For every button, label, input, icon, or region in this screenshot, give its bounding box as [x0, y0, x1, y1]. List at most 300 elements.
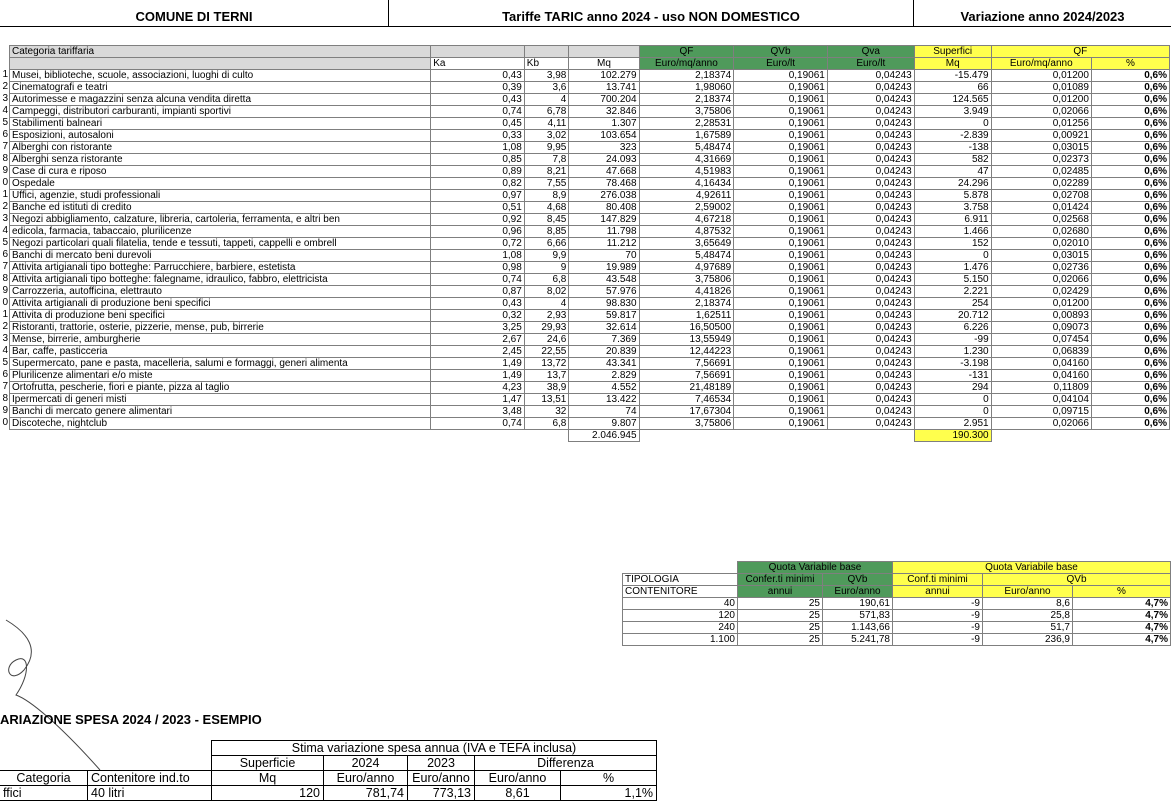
- table-row: [10, 178, 1170, 190]
- pct-cell: 0,6%: [1091, 154, 1169, 166]
- qva-cell: 0,04243: [827, 238, 914, 250]
- row-number: 2: [2, 81, 8, 92]
- qvb-cell: 0,19061: [734, 334, 828, 346]
- qva-cell: 0,04243: [827, 142, 914, 154]
- qf2-header: QF: [991, 46, 1169, 58]
- qf-cell: 4,31669: [639, 154, 734, 166]
- mq-cell: 7.369: [569, 334, 639, 346]
- kb-cell: 6,66: [524, 238, 569, 250]
- ka-cell: 0,43: [431, 70, 525, 82]
- category-cell: Banchi di mercato beni durevoli: [10, 250, 431, 262]
- qvb-cell: 0,19061: [734, 238, 828, 250]
- qvb-header: QVb: [734, 46, 828, 58]
- table-row: [10, 394, 1170, 406]
- comune-title: COMUNE DI TERNI: [135, 9, 253, 24]
- mq-cell: 74: [569, 406, 639, 418]
- qf2-cell: 0,01424: [991, 202, 1091, 214]
- table-row: [10, 214, 1170, 226]
- table-row: [10, 358, 1170, 370]
- qf-cell: 4,51983: [639, 166, 734, 178]
- qf2-cell: 0,03015: [991, 142, 1091, 154]
- mq-cell: 1.307: [569, 118, 639, 130]
- qvb-cell: 0,19061: [734, 130, 828, 142]
- qf-cell: 2,18374: [639, 94, 734, 106]
- category-cell: Attivita artigianali tipo botteghe: falegname, idraulico, fabbro, elettricista: [10, 274, 431, 286]
- pct-cell: 0,6%: [1091, 406, 1169, 418]
- ka-cell: 0,45: [431, 118, 525, 130]
- qva-cell: 0,04243: [827, 418, 914, 430]
- row-number: 6: [2, 129, 8, 140]
- mq-cell: 11.798: [569, 226, 639, 238]
- example-table: [0, 740, 657, 801]
- qf-cell: 2,18374: [639, 298, 734, 310]
- example-categoria: ffici: [0, 786, 88, 801]
- kb-cell: 4,68: [524, 202, 569, 214]
- kb-cell: 4: [524, 94, 569, 106]
- kb-cell: 29,93: [524, 322, 569, 334]
- superfici-cell: 5.878: [914, 190, 991, 202]
- superfici-cell: 152: [914, 238, 991, 250]
- qf2-unit: Euro/mq/anno: [991, 58, 1091, 70]
- superfici-cell: 66: [914, 82, 991, 94]
- superfici-cell: 6.226: [914, 322, 991, 334]
- mq-cell: 98.830: [569, 298, 639, 310]
- table-row: [10, 310, 1170, 322]
- qva-cell: 0,04243: [827, 190, 914, 202]
- pct-cell: 0,6%: [1091, 226, 1169, 238]
- qvb-cell: 0,19061: [734, 358, 828, 370]
- superfici-cell: 582: [914, 154, 991, 166]
- category-cell: Negozi abbigliamento, calzature, libreria, cartoleria, ferramenta, e altri ben: [10, 214, 431, 226]
- pct-cell: 0,6%: [1091, 106, 1169, 118]
- category-cell: Ipermercati di generi misti: [10, 394, 431, 406]
- mq-cell: 43.341: [569, 358, 639, 370]
- pct-cell: 0,6%: [1091, 202, 1169, 214]
- qf-cell: 3,75806: [639, 418, 734, 430]
- qvb-cell: 0,19061: [734, 94, 828, 106]
- qf-cell: 16,50500: [639, 322, 734, 334]
- qvb-cell: 5.241,78: [823, 634, 893, 646]
- qvb-cell: 0,19061: [734, 106, 828, 118]
- superfici-cell: -3.198: [914, 358, 991, 370]
- superfici-header: Superfici: [914, 46, 991, 58]
- table-row: [10, 70, 1170, 82]
- qva-cell: 0,04243: [827, 226, 914, 238]
- kb-cell: 3,6: [524, 82, 569, 94]
- category-cell: Discoteche, nightclub: [10, 418, 431, 430]
- ka-cell: 0,89: [431, 166, 525, 178]
- pct-cell: 0,6%: [1091, 382, 1169, 394]
- kb-cell: 24,6: [524, 334, 569, 346]
- mq-cell: 700.204: [569, 94, 639, 106]
- kb-cell: 38,9: [524, 382, 569, 394]
- pct-diff-header: %: [561, 771, 657, 786]
- qvb2-label: QVb: [983, 574, 1171, 586]
- mq-cell: 4.552: [569, 382, 639, 394]
- ka-cell: 0,92: [431, 214, 525, 226]
- mq-cell: 20.839: [569, 346, 639, 358]
- qvb-cell: 0,19061: [734, 190, 828, 202]
- example-2023: 773,13: [408, 786, 475, 801]
- table-row: [10, 370, 1170, 382]
- ka-cell: 0,97: [431, 190, 525, 202]
- pct-cell: 0,6%: [1091, 370, 1169, 382]
- category-cell: Alberghi senza ristorante: [10, 154, 431, 166]
- qva-unit: Euro/lt: [827, 58, 914, 70]
- row-number: 4: [2, 105, 8, 116]
- qf-cell: 3,75806: [639, 106, 734, 118]
- qf2-cell: 0,02485: [991, 166, 1091, 178]
- conf2-cell: -9: [893, 598, 983, 610]
- qf-cell: 5,48474: [639, 142, 734, 154]
- pct-cell: 0,6%: [1091, 322, 1169, 334]
- mq-cell: 59.817: [569, 310, 639, 322]
- row-number: 1: [2, 189, 8, 200]
- qf-cell: 7,56691: [639, 370, 734, 382]
- qvb-cell: 0,19061: [734, 346, 828, 358]
- superfici-cell: 3.949: [914, 106, 991, 118]
- mq-cell: 11.212: [569, 238, 639, 250]
- row-number: 9: [2, 285, 8, 296]
- pct-cell: 0,6%: [1091, 250, 1169, 262]
- euro-anno-2024-header: Euro/anno: [324, 771, 408, 786]
- ka-header: Ka: [431, 58, 525, 70]
- pct-cell: 0,6%: [1091, 178, 1169, 190]
- table-row: [10, 262, 1170, 274]
- ka-cell: 1,08: [431, 250, 525, 262]
- pct-cell: 0,6%: [1091, 82, 1169, 94]
- ka-cell: 0,98: [431, 262, 525, 274]
- category-cell: Attivita artigianali di produzione beni specifici: [10, 298, 431, 310]
- qf-cell: 12,44223: [639, 346, 734, 358]
- kb-cell: 22,55: [524, 346, 569, 358]
- kb-cell: 7,55: [524, 178, 569, 190]
- y2023-header: 2023: [408, 756, 475, 771]
- category-cell: Ristoranti, trattorie, osterie, pizzerie, mense, pub, birrerie: [10, 322, 431, 334]
- ka-cell: 0,32: [431, 310, 525, 322]
- mq-cell: 102.279: [569, 70, 639, 82]
- example-title: ARIAZIONE SPESA 2024 / 2023 - ESEMPIO: [0, 712, 262, 727]
- superfici-cell: -138: [914, 142, 991, 154]
- superfici-cell: 124.565: [914, 94, 991, 106]
- pct-cell: 0,6%: [1091, 142, 1169, 154]
- kb-cell: 13,7: [524, 370, 569, 382]
- pct-cell: 0,6%: [1091, 262, 1169, 274]
- row-number: 7: [2, 141, 8, 152]
- euro-anno-2023-header: Euro/anno: [408, 771, 475, 786]
- mq-cell: 57.976: [569, 286, 639, 298]
- pct-cell: 4,7%: [1073, 634, 1171, 646]
- row-number: 9: [2, 405, 8, 416]
- pct-cell: 0,6%: [1091, 298, 1169, 310]
- table-row: [623, 610, 1171, 622]
- table-row: [10, 94, 1170, 106]
- superfici-cell: -99: [914, 334, 991, 346]
- qf2-cell: 0,11809: [991, 382, 1091, 394]
- row-number: 8: [2, 273, 8, 284]
- table-row: [10, 238, 1170, 250]
- category-cell: Banche ed istituti di credito: [10, 202, 431, 214]
- table-row: [623, 622, 1171, 634]
- row-number: 4: [2, 345, 8, 356]
- ka-cell: 1,47: [431, 394, 525, 406]
- ka-cell: 0,43: [431, 94, 525, 106]
- qf2-cell: 0,02736: [991, 262, 1091, 274]
- table-row: [10, 382, 1170, 394]
- qf-cell: 2,18374: [639, 70, 734, 82]
- confer-cell: 25: [738, 610, 823, 622]
- mq-cell: 32.614: [569, 322, 639, 334]
- pct-cell: 0,6%: [1091, 274, 1169, 286]
- category-cell: Bar, caffe, pasticceria: [10, 346, 431, 358]
- qva-cell: 0,04243: [827, 370, 914, 382]
- qf-cell: 4,41826: [639, 286, 734, 298]
- table-row: [10, 82, 1170, 94]
- qvb-cell: 571,83: [823, 610, 893, 622]
- kb-cell: 6,78: [524, 106, 569, 118]
- qv-base-header-2: Quota Variabile base: [893, 562, 1171, 574]
- pct-label: %: [1073, 586, 1171, 598]
- superfici-cell: 2.951: [914, 418, 991, 430]
- qvb-cell: 0,19061: [734, 322, 828, 334]
- qva-cell: 0,04243: [827, 406, 914, 418]
- row-number: 3: [2, 213, 8, 224]
- kb-cell: 4: [524, 298, 569, 310]
- ka-cell: 2,45: [431, 346, 525, 358]
- mq-cell: 323: [569, 142, 639, 154]
- mq-cell: 147.829: [569, 214, 639, 226]
- qf-cell: 1,98060: [639, 82, 734, 94]
- qvb-cell: 0,19061: [734, 274, 828, 286]
- table-row: [10, 274, 1170, 286]
- qvb-unit: Euro/lt: [734, 58, 828, 70]
- kb-cell: 9: [524, 262, 569, 274]
- table-row: [10, 130, 1170, 142]
- superfici-cell: 1.230: [914, 346, 991, 358]
- categoria-header: Categoria: [0, 771, 88, 786]
- conf2-cell: -9: [893, 622, 983, 634]
- qf2-cell: 0,00893: [991, 310, 1091, 322]
- ka-cell: 0,39: [431, 82, 525, 94]
- superfici-cell: 3.758: [914, 202, 991, 214]
- qf-cell: 3,65649: [639, 238, 734, 250]
- category-cell: Banchi di mercato genere alimentari: [10, 406, 431, 418]
- pct-cell: 0,6%: [1091, 238, 1169, 250]
- table-row: [10, 298, 1170, 310]
- ka-cell: 0,43: [431, 298, 525, 310]
- row-number: 6: [2, 369, 8, 380]
- qvb-cell: 0,19061: [734, 178, 828, 190]
- ka-cell: 0,82: [431, 178, 525, 190]
- tipologia-label: TIPOLOGIA: [623, 574, 738, 586]
- qf2-cell: 0,02429: [991, 286, 1091, 298]
- euro-anno-cell: 236,9: [983, 634, 1073, 646]
- qf-cell: 4,67218: [639, 214, 734, 226]
- qvb-cell: 0,19061: [734, 70, 828, 82]
- mq-cell: 9.807: [569, 418, 639, 430]
- contenitore-label: CONTENITORE: [623, 586, 738, 598]
- row-number: 5: [2, 237, 8, 248]
- qf2-cell: 0,01200: [991, 298, 1091, 310]
- qf2-cell: 0,06839: [991, 346, 1091, 358]
- qva-cell: 0,04243: [827, 118, 914, 130]
- row-number: 1: [2, 69, 8, 80]
- ka-cell: 0,74: [431, 106, 525, 118]
- table-row: [10, 226, 1170, 238]
- qvb-cell: 1.143,66: [823, 622, 893, 634]
- confer-label: Confer.ti minimi: [738, 574, 823, 586]
- qvb-cell: 0,19061: [734, 214, 828, 226]
- qvb-cell: 0,19061: [734, 394, 828, 406]
- superficie-header: Superficie: [212, 756, 324, 771]
- qf2-cell: 0,03015: [991, 250, 1091, 262]
- superfici-cell: 254: [914, 298, 991, 310]
- category-cell: Ospedale: [10, 178, 431, 190]
- qf-cell: 4,16434: [639, 178, 734, 190]
- qf-cell: 1,67589: [639, 130, 734, 142]
- qva-header: Qva: [827, 46, 914, 58]
- qf2-cell: 0,02289: [991, 178, 1091, 190]
- qva-cell: 0,04243: [827, 394, 914, 406]
- category-cell: Negozi particolari quali filatelia, tende e tessuti, tappeti, cappelli e ombrell: [10, 238, 431, 250]
- euro-anno-cell: 51,7: [983, 622, 1073, 634]
- qva-cell: 0,04243: [827, 202, 914, 214]
- pct-cell: 0,6%: [1091, 214, 1169, 226]
- superfici-cell: 6.911: [914, 214, 991, 226]
- ka-cell: 2,67: [431, 334, 525, 346]
- contenitore-table: [622, 561, 1171, 646]
- row-number: 2: [2, 201, 8, 212]
- qva-cell: 0,04243: [827, 106, 914, 118]
- qf-cell: 2,28531: [639, 118, 734, 130]
- qva-cell: 0,04243: [827, 130, 914, 142]
- tipologia-cell: 120: [623, 610, 738, 622]
- qf-header: QF: [639, 46, 734, 58]
- qf-cell: 2,59002: [639, 202, 734, 214]
- pct-cell: 0,6%: [1091, 394, 1169, 406]
- kb-cell: 6,8: [524, 418, 569, 430]
- ka-cell: 0,85: [431, 154, 525, 166]
- category-cell: Cinematografi e teatri: [10, 82, 431, 94]
- qvb-cell: 0,19061: [734, 250, 828, 262]
- row-number: 3: [2, 333, 8, 344]
- row-number: 3: [2, 93, 8, 104]
- qvb-cell: 0,19061: [734, 166, 828, 178]
- confer-cell: 25: [738, 598, 823, 610]
- kb-cell: 3,98: [524, 70, 569, 82]
- pct-cell: 0,6%: [1091, 166, 1169, 178]
- qf-cell: 21,48189: [639, 382, 734, 394]
- table-row: [10, 190, 1170, 202]
- kb-cell: 13,72: [524, 358, 569, 370]
- kb-cell: 3,02: [524, 130, 569, 142]
- qf2-cell: 0,04104: [991, 394, 1091, 406]
- superfici-cell: 1.476: [914, 262, 991, 274]
- category-cell: Attivita artigianali tipo botteghe: Parrucchiere, barbiere, estetista: [10, 262, 431, 274]
- kb-cell: 9,9: [524, 250, 569, 262]
- mq-cell: 103.654: [569, 130, 639, 142]
- ka-cell: 4,23: [431, 382, 525, 394]
- pct-cell: 4,7%: [1073, 610, 1171, 622]
- ka-cell: 0,96: [431, 226, 525, 238]
- qf2-cell: 0,09073: [991, 322, 1091, 334]
- table-row: [623, 634, 1171, 646]
- table-row: [10, 334, 1170, 346]
- row-number: 0: [2, 177, 8, 188]
- row-number: 0: [2, 417, 8, 428]
- qva-cell: 0,04243: [827, 346, 914, 358]
- category-cell: Supermercato, pane e pasta, macelleria, salumi e formaggi, generi alimenta: [10, 358, 431, 370]
- row-number: 9: [2, 165, 8, 176]
- mq-cell: 13.422: [569, 394, 639, 406]
- annui2-label: annui: [893, 586, 983, 598]
- mq-cell: 24.093: [569, 154, 639, 166]
- qf2-cell: 0,01256: [991, 118, 1091, 130]
- pct-cell: 0,6%: [1091, 130, 1169, 142]
- qva-cell: 0,04243: [827, 250, 914, 262]
- qva-cell: 0,04243: [827, 154, 914, 166]
- row-number: 7: [2, 261, 8, 272]
- category-cell: Alberghi con ristorante: [10, 142, 431, 154]
- category-cell: Uffici, agenzie, studi professionali: [10, 190, 431, 202]
- qvb-cell: 0,19061: [734, 202, 828, 214]
- mq-cell: 19.989: [569, 262, 639, 274]
- kb-header: Kb: [524, 58, 569, 70]
- kb-cell: 8,9: [524, 190, 569, 202]
- qvb-cell: 0,19061: [734, 142, 828, 154]
- qvb-cell: 0,19061: [734, 406, 828, 418]
- mq-cell: 32.846: [569, 106, 639, 118]
- example-superficie: 120: [212, 786, 324, 801]
- ka-cell: 3,25: [431, 322, 525, 334]
- qf2-cell: 0,02066: [991, 274, 1091, 286]
- y2024-header: 2024: [324, 756, 408, 771]
- row-number: 0: [2, 297, 8, 308]
- tariffe-title: Tariffe TARIC anno 2024 - uso NON DOMESTICO: [502, 9, 800, 24]
- qvb-cell: 0,19061: [734, 370, 828, 382]
- qva-cell: 0,04243: [827, 70, 914, 82]
- pct-cell: 0,6%: [1091, 334, 1169, 346]
- total-superfici: 190.300: [914, 430, 991, 442]
- superfici-cell: 20.712: [914, 310, 991, 322]
- ka-cell: 1,49: [431, 358, 525, 370]
- mq-cell: 78.468: [569, 178, 639, 190]
- superfici-cell: 0: [914, 250, 991, 262]
- pct-cell: 0,6%: [1091, 94, 1169, 106]
- qf-unit: Euro/mq/anno: [639, 58, 734, 70]
- kb-cell: 9,95: [524, 142, 569, 154]
- qf2-cell: 0,01200: [991, 94, 1091, 106]
- qf-cell: 1,62511: [639, 310, 734, 322]
- category-header: Categoria tariffaria: [10, 46, 431, 58]
- qf-cell: 3,75806: [639, 274, 734, 286]
- superfici-unit: Mq: [914, 58, 991, 70]
- qf2-cell: 0,09715: [991, 406, 1091, 418]
- example-diff: 8,61: [475, 786, 561, 801]
- ka-cell: 3,48: [431, 406, 525, 418]
- superfici-cell: -131: [914, 370, 991, 382]
- category-cell: Case di cura e riposo: [10, 166, 431, 178]
- qf-cell: 13,55949: [639, 334, 734, 346]
- superfici-cell: 47: [914, 166, 991, 178]
- pct-cell: 0,6%: [1091, 190, 1169, 202]
- conf2-cell: -9: [893, 634, 983, 646]
- qv-base-header: Quota Variabile base: [738, 562, 893, 574]
- table-row: [623, 598, 1171, 610]
- qf2-cell: 0,02373: [991, 154, 1091, 166]
- example-2024: 781,74: [324, 786, 408, 801]
- row-number: 7: [2, 381, 8, 392]
